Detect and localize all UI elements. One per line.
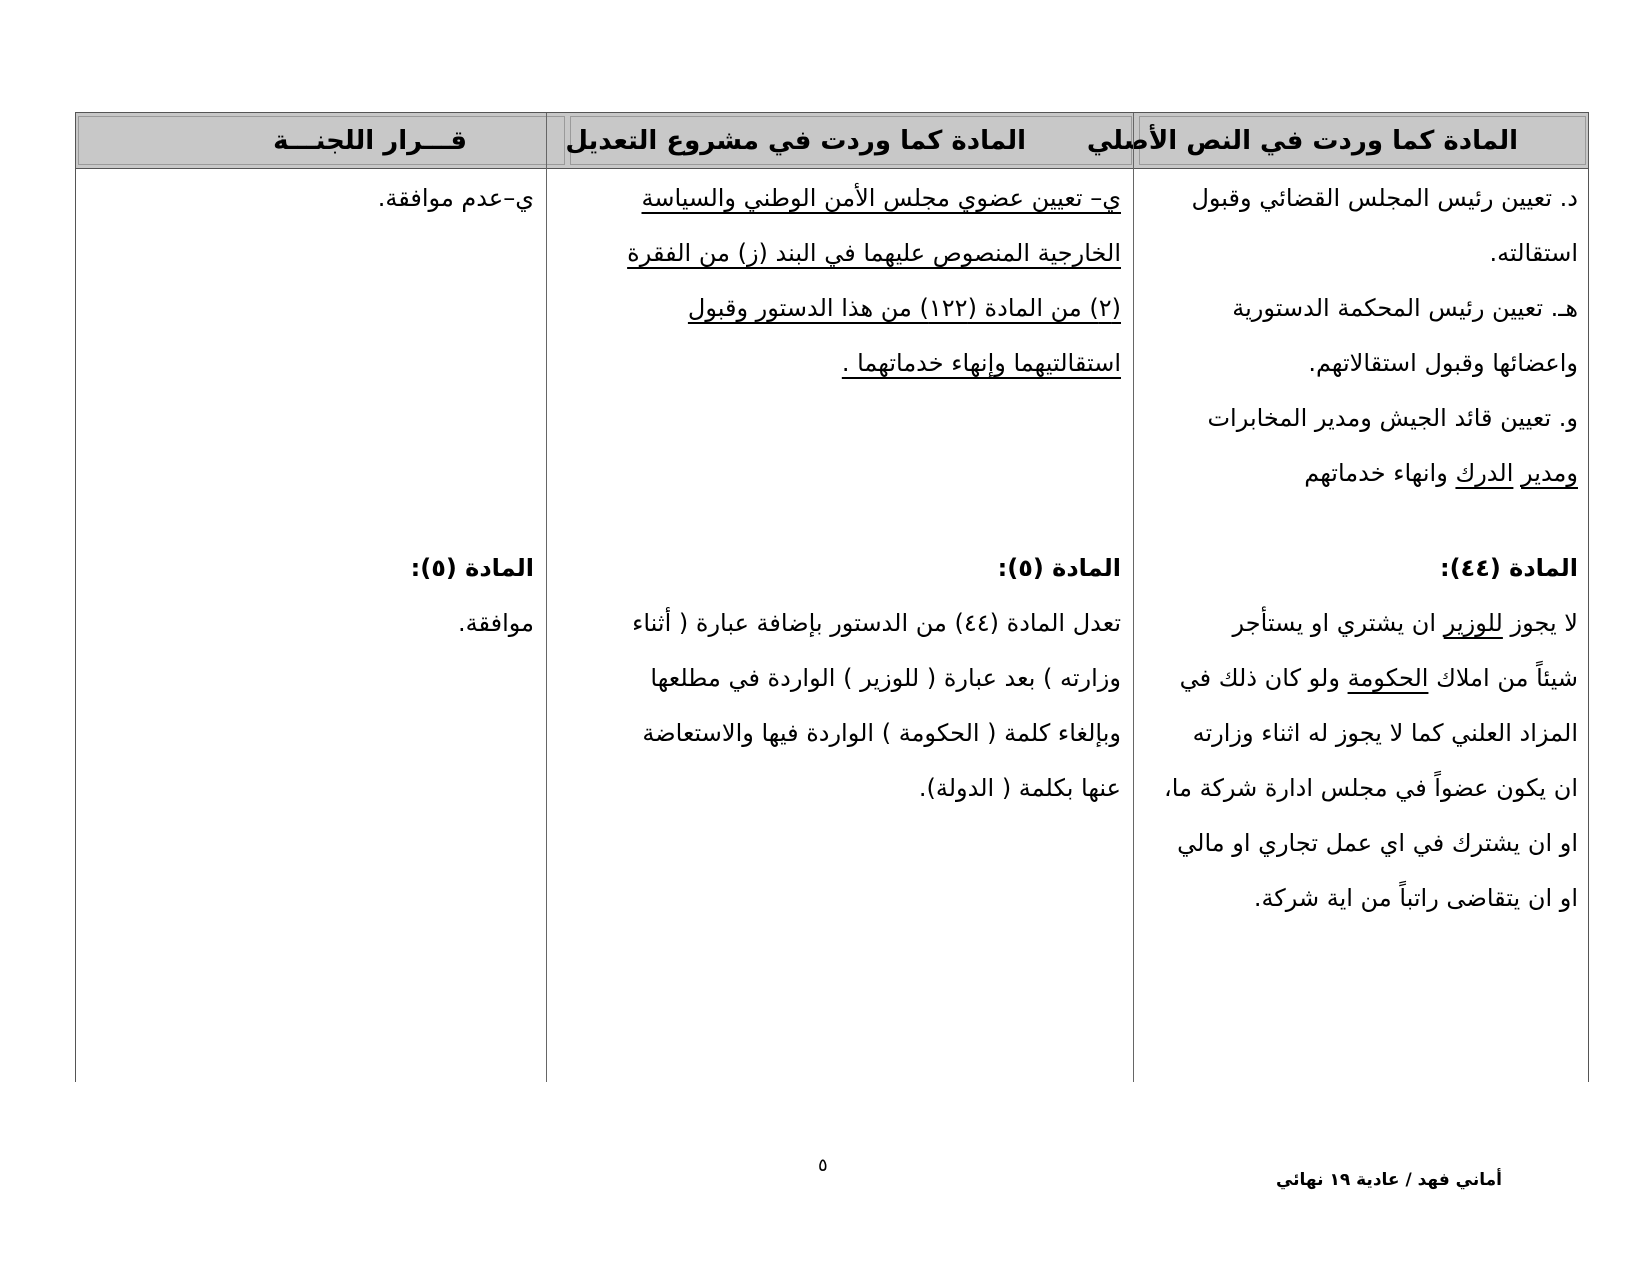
original-underlined-minister: للوزير — [1443, 609, 1503, 637]
original-underlined-darak: الدرك — [1455, 459, 1514, 487]
page-number: ٥ — [818, 1155, 828, 1176]
original-line-d-cont: استقالته. — [1489, 239, 1578, 267]
original-ending-services: وانهاء خدماتهم — [1304, 459, 1448, 487]
original-text-column — [1131, 169, 1588, 1082]
original-article-line-3: المزاد العلني كما لا يجوز له اثناء وزارته — [1192, 719, 1578, 747]
amendment-article-line-2: وزارته ) بعد عبارة ( للوزير ) الواردة في مطلعها — [650, 664, 1121, 692]
original-article-line-4: ان يكون عضواً في مجلس ادارة شركة ما، — [1164, 774, 1578, 802]
amendment-article-line-4: عنها بكلمة ( الدولة). — [918, 774, 1121, 802]
original-line-d: د. تعيين رئيس المجلس القضائي وقبول — [1191, 184, 1578, 212]
original-article-line-6: او ان يتقاضى راتباً من اية شركة. — [1253, 884, 1578, 912]
amendment-article-line-1: تعدل المادة (٤٤) من الدستور بإضافة عبارة ( أثناء — [632, 609, 1121, 637]
committee-decision-y: ي–عدم موافقة. — [377, 184, 534, 212]
committee-decision-article-5: موافقة. — [457, 609, 534, 637]
committee-decision-column — [74, 169, 544, 1082]
header-original: المادة كما وردت في النص الأصلي — [1086, 126, 1518, 156]
comparison-table — [75, 112, 1589, 1082]
original-underlined-mudir: ومدير — [1521, 459, 1578, 487]
original-article-line-5: او ان يشترك في اي عمل تجاري او مالي — [1177, 829, 1578, 857]
original-text-property: شيئاً من املاك — [1436, 664, 1578, 692]
original-underlined-government: الحكومة — [1347, 664, 1429, 692]
header-committee: قـــرار اللجنـــة — [273, 126, 467, 156]
original-line-h: هـ. تعيين رئيس المحكمة الدستورية — [1232, 294, 1578, 322]
original-text-even-if: ولو كان ذلك في — [1179, 664, 1340, 692]
original-line-w-cont — [1304, 456, 1578, 490]
amendment-line-3: (٢) من المادة (١٢٢) من هذا الدستور وقبول — [687, 294, 1121, 322]
header-amendment: المادة كما وردت في مشروع التعديل — [565, 126, 1026, 156]
original-text-la-yajuz: لا يجوز — [1510, 609, 1578, 637]
amendment-line-2: الخارجية المنصوص عليهما في البند (ز) من الفقرة — [627, 239, 1121, 267]
original-article-line-1 — [1141, 606, 1578, 640]
amendment-line-1: ي– تعيين عضوي مجلس الأمن الوطني والسياسة — [641, 184, 1121, 212]
committee-article-5-title: المادة (٥): — [410, 554, 534, 582]
footer-author: أماني فهد / عادية ١٩ نهائي — [1275, 1170, 1502, 1190]
amendment-article-line-3: وبإلغاء كلمة ( الحكومة ) الواردة فيها والاستعاضة — [642, 719, 1121, 747]
amendment-text-column — [544, 169, 1131, 1082]
amendment-line-4: استقالتيهما وإنهاء خدماتهما . — [841, 349, 1121, 377]
table-header-row — [76, 113, 1588, 169]
original-line-w: و. تعيين قائد الجيش ومدير المخابرات — [1207, 404, 1578, 432]
original-article-44-title: المادة (٤٤): — [1439, 554, 1578, 582]
original-line-h-cont: واعضائها وقبول استقالاتهم. — [1308, 349, 1578, 377]
original-text-buy-rent: ان يشتري او يستأجر — [1232, 609, 1437, 637]
original-article-line-2 — [1180, 661, 1578, 695]
amendment-article-5-title: المادة (٥): — [997, 554, 1121, 582]
